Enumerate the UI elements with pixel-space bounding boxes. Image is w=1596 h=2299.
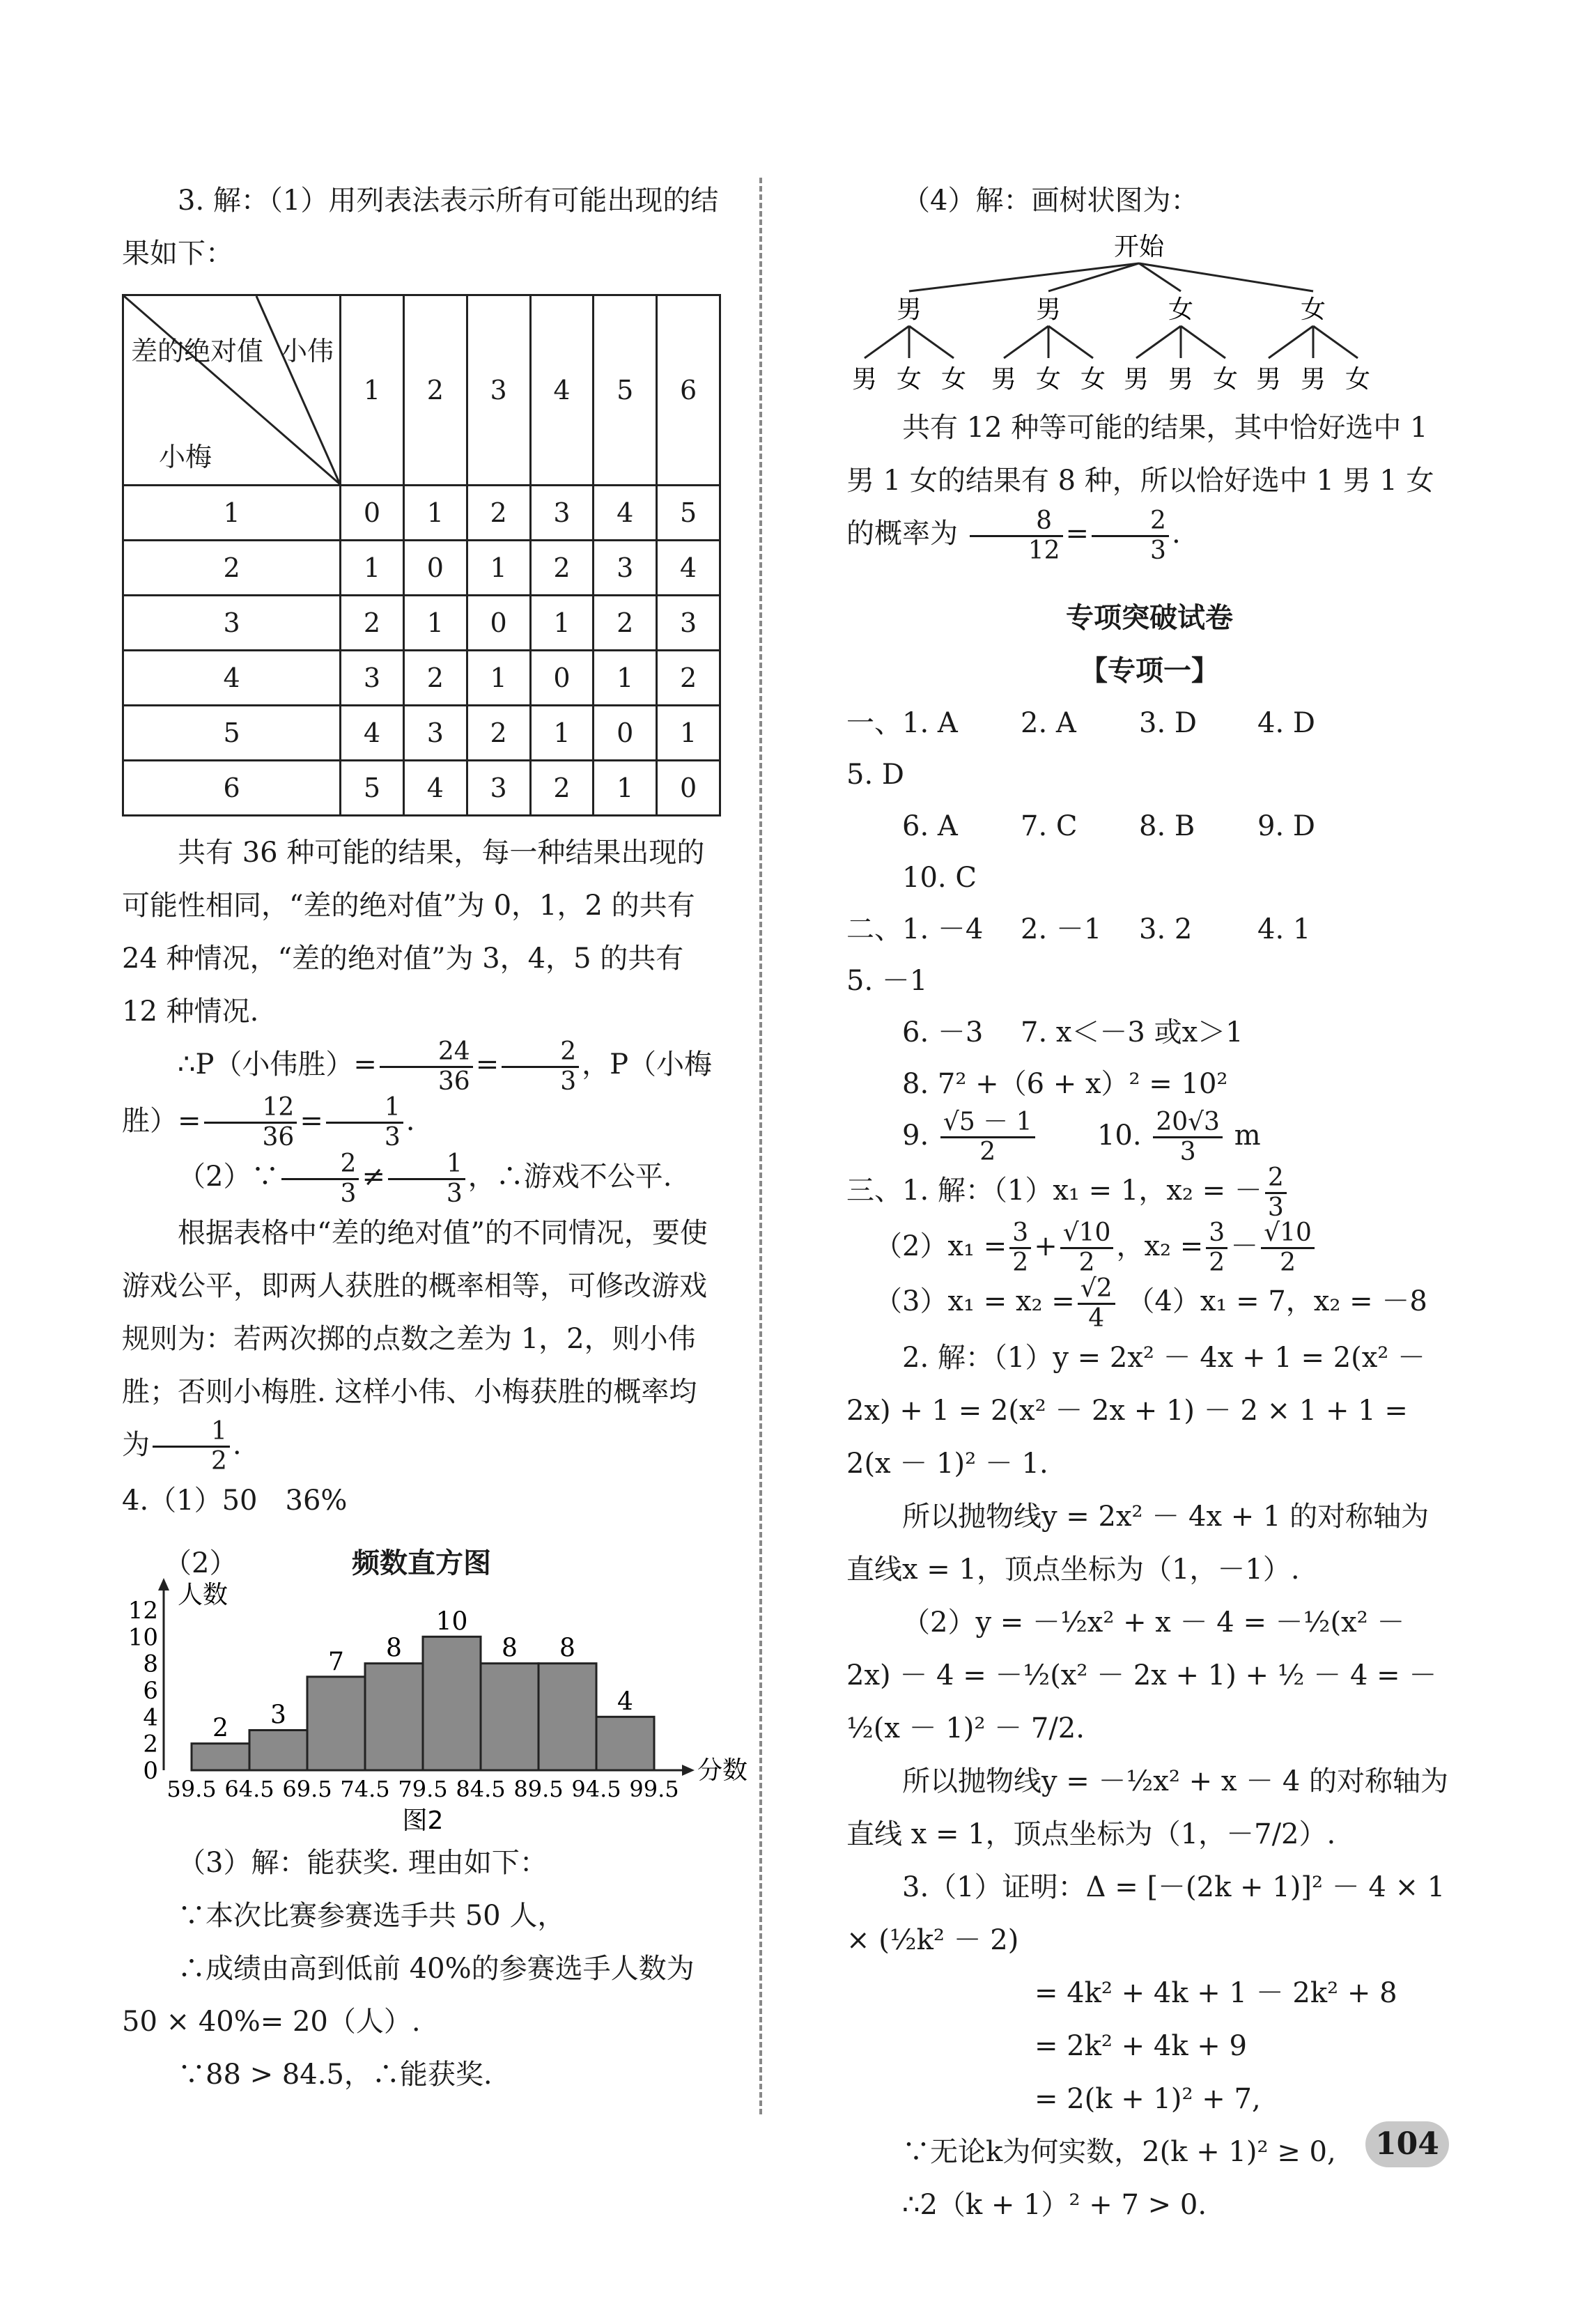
- frac-num: 3: [1206, 1221, 1227, 1249]
- left-column: [122, 174, 748, 2101]
- plus-sign: +: [1034, 1230, 1057, 1262]
- table-cell: 1: [657, 706, 720, 761]
- tree-branch: [909, 326, 954, 358]
- answer-label-10: 10.: [1097, 1119, 1142, 1152]
- right-column: [846, 174, 1452, 2231]
- tree-level2-node: 男: [1255, 365, 1282, 394]
- s3-q1-part2: [846, 1218, 1452, 1277]
- y-tick-label: 10: [127, 1623, 158, 1652]
- row-label: 2: [123, 541, 341, 596]
- table-cell: 1: [530, 596, 594, 651]
- q4-part3-b: ∵本次比赛参赛选手共 50 人，: [178, 1900, 566, 1932]
- tree-branch: [1181, 326, 1225, 358]
- fraction-sqrt2: [1078, 1276, 1115, 1331]
- frac-den: 3: [1150, 536, 1166, 565]
- tree-level1-node: 男: [1035, 295, 1062, 324]
- tree-level2-node: 男: [1300, 365, 1326, 394]
- tree-branch: [1313, 326, 1358, 358]
- frac-den: 3: [384, 1123, 401, 1152]
- y-tick-label: 2: [143, 1730, 158, 1758]
- fraction-2-3: [281, 1149, 359, 1208]
- mc-row-1: [846, 697, 1452, 800]
- x-axis-label: 分数: [697, 1756, 748, 1785]
- q3-part2: [122, 1150, 721, 1207]
- frac-den: 2: [979, 1138, 996, 1166]
- s3-q2-c: （2）y = －½x² + x － 4 = －½(x² － 2x) － 4 = －½(x² － 2x + 1) + ½ － 4 = －½(x － 1)² － 7/2.: [846, 1606, 1437, 1744]
- col-header: 2: [403, 295, 467, 486]
- fraction-3-2: [1206, 1218, 1227, 1277]
- fraction-sqrt10: [1060, 1218, 1114, 1277]
- table-cell: 1: [467, 541, 530, 596]
- frac-num: √5 － 1: [940, 1110, 1035, 1138]
- fill-prefix: 二、: [846, 913, 902, 945]
- histogram-bar: [481, 1664, 539, 1770]
- fraction-24-36: [380, 1039, 473, 1094]
- tree-text: 共有 12 种等可能的结果，其中恰好选中 1 男 1 女的结果有 8 种，所以恰好选中 1 男 1 女的概率为: [846, 412, 1434, 550]
- prob-text-a: ∴P（小伟胜）=: [178, 1048, 377, 1081]
- section-subtitle: 【专项一】: [1080, 654, 1219, 687]
- frequency-histogram: [87, 1581, 748, 1835]
- x-tick-label: 89.5: [513, 1776, 564, 1802]
- tree-level1-node: 女: [1300, 295, 1326, 324]
- tree-conclusion: 共有 12 种等可能的结果，其中恰好选中 1 男 1 女的结果有 8 种，所以恰好选中 1 男 1 女的概率为 $\frac{8}{12}$ = $\frac{2}{3}$ .: [846, 412, 1434, 565]
- q4-part2-label: （2）: [164, 1547, 238, 1579]
- frac-num: √2: [1078, 1276, 1115, 1305]
- s3-text: （4）x₁ = 7，x₂ = －8: [1126, 1285, 1427, 1317]
- histogram-bar: [423, 1636, 481, 1770]
- period: .: [1171, 518, 1181, 550]
- table-row: [123, 541, 720, 596]
- chart-heading-row: [122, 1527, 721, 1541]
- tree-level2-node: 男: [1168, 365, 1194, 394]
- frac-den: 3: [1267, 1193, 1284, 1222]
- col-header: 6: [657, 295, 720, 486]
- table-cell: 2: [403, 651, 467, 706]
- table-cell: 3: [530, 486, 594, 541]
- table-cell: 4: [341, 706, 404, 761]
- q4-part4: （4）解：画树状图为：: [902, 185, 1199, 217]
- table-corner: [123, 295, 341, 486]
- corner-label-xiaowei: 小伟: [281, 336, 334, 366]
- tree-level1-node: 男: [896, 295, 922, 324]
- s3-q1-part3: [846, 1276, 1452, 1331]
- bar-value-label: 3: [270, 1701, 286, 1730]
- x-tick-label: 99.5: [629, 1776, 679, 1802]
- tree-level2-node: 女: [896, 365, 922, 394]
- frac-den: 36: [437, 1067, 470, 1096]
- s3-text: 三、1. 解：（1）x₁ = 1，x₂ = －: [846, 1175, 1262, 1207]
- frac-num: 20√3: [1153, 1110, 1223, 1138]
- frac-num: 24: [380, 1039, 473, 1068]
- fraction-1-3: [326, 1095, 403, 1150]
- table-cell: 1: [341, 541, 404, 596]
- s3-q1-part1: [846, 1165, 1452, 1221]
- tree-diagram: [846, 227, 1452, 401]
- answer-item: 2. A: [1021, 706, 1076, 739]
- histogram-bar: [192, 1744, 249, 1770]
- bar-value-label: 8: [502, 1634, 518, 1663]
- table-cell: 3: [341, 651, 404, 706]
- q3-rule-text: 根据表格中“差的绝对值”的不同情况，要使游戏公平，即两人获胜的概率相等，可修改游戏规则为：若两次掷的点数之差为 1，2，则小伟胜；否则小梅胜. 这样小伟、小梅获胜的概率均为: [122, 1216, 708, 1461]
- q4-part3-d: ∵88 > 84.5，∴能获奖.: [178, 2059, 493, 2091]
- tree-level2-node: 女: [1080, 365, 1106, 394]
- col-header: 1: [341, 295, 404, 486]
- col-header: 4: [530, 295, 594, 486]
- tree-level1-node: 女: [1168, 295, 1194, 324]
- frac-num: 12: [204, 1095, 297, 1124]
- answer-item: 1. A: [902, 706, 958, 739]
- table-cell: 3: [467, 761, 530, 816]
- section-title: 专项突破试卷: [1066, 601, 1233, 634]
- frac-den: 2: [211, 1447, 227, 1476]
- difference-table: [122, 294, 721, 816]
- minus-sign: －: [1230, 1230, 1259, 1262]
- part2-text-a: （2）∵: [178, 1161, 279, 1193]
- frac-num: 1: [388, 1152, 465, 1180]
- q3-paragraph-3: [122, 1207, 721, 1475]
- s3-q3-d: = 2(k + 1)² + 7,: [1035, 2082, 1261, 2115]
- q4-part3-a: （3）解：能获奖. 理由如下：: [178, 1847, 548, 1879]
- row-label: 3: [123, 596, 341, 651]
- frac-num: 2: [502, 1039, 579, 1068]
- tree-level2-node: 女: [1035, 365, 1062, 394]
- bar-value-label: 10: [435, 1607, 468, 1636]
- chart-caption: 图2: [402, 1806, 444, 1835]
- corner-diagonals: [124, 296, 340, 484]
- table-cell: 3: [594, 541, 657, 596]
- x-tick-label: 59.5: [166, 1776, 217, 1802]
- frac-den: 3: [340, 1179, 357, 1208]
- histogram-bar: [596, 1717, 654, 1770]
- answer-item: 6. A: [902, 810, 958, 842]
- table-row: [123, 706, 720, 761]
- tree-level2-node: 男: [1123, 365, 1149, 394]
- s3-text: ，x₂ =: [1116, 1230, 1204, 1262]
- table-cell: 1: [594, 651, 657, 706]
- answer-item: 1. －4: [902, 913, 984, 945]
- tree-branch: [1004, 326, 1048, 358]
- bar-value-label: 4: [617, 1687, 633, 1717]
- answer-label-9: 9.: [902, 1119, 929, 1152]
- row-label: 4: [123, 651, 341, 706]
- s3-q3-e: ∵无论k为何实数，2(k + 1)² ≥ 0,: [902, 2135, 1336, 2168]
- tree-level2-node: 男: [851, 365, 878, 394]
- table-cell: 2: [530, 761, 594, 816]
- tree-level2-node: 男: [991, 365, 1017, 394]
- mc-prefix: 一、: [846, 706, 902, 739]
- col-header: 3: [467, 295, 530, 486]
- table-cell: 0: [594, 706, 657, 761]
- s3-q2-b: 所以抛物线y = 2x² － 4x + 1 的对称轴为直线x = 1，顶点坐标为（1，－1）.: [846, 1500, 1430, 1586]
- table-cell: 3: [657, 596, 720, 651]
- unit-m: m: [1234, 1119, 1261, 1152]
- s3-q2-d: 所以抛物线y = －½x² + x － 4 的对称轴为直线 x = 1，顶点坐标为（1，－7/2）.: [846, 1765, 1449, 1850]
- table-cell: 0: [403, 541, 467, 596]
- tree-level2-node: 女: [940, 365, 967, 394]
- answer-item: 9. D: [1257, 810, 1315, 842]
- table-cell: 1: [403, 486, 467, 541]
- neq-sign: ≠: [362, 1161, 385, 1193]
- tree-branch: [1048, 263, 1139, 291]
- frac-num: 2: [1092, 509, 1169, 537]
- tree-branch: [1139, 263, 1313, 291]
- row-label: 6: [123, 761, 341, 816]
- y-tick-label: 12: [127, 1597, 158, 1625]
- frac-den: 2: [1209, 1248, 1225, 1277]
- x-axis-arrow: [682, 1765, 695, 1776]
- tree-branch: [1269, 326, 1313, 358]
- answer-item: 8. B: [1139, 810, 1195, 842]
- tree-level2-node: 女: [1345, 365, 1371, 394]
- frac-den: 12: [1028, 536, 1060, 565]
- part2-text-b: ，∴游戏不公平.: [467, 1161, 672, 1193]
- corner-label-diff: 差的绝对值: [131, 336, 264, 366]
- frac-den: 36: [262, 1123, 295, 1152]
- fraction-2-3: [1092, 506, 1169, 565]
- y-tick-label: 8: [143, 1650, 158, 1678]
- fraction-3-2: [1009, 1218, 1031, 1277]
- table-cell: 4: [403, 761, 467, 816]
- bar-value-label: 2: [212, 1714, 228, 1743]
- fill-row-2: [846, 1007, 1452, 1058]
- x-tick-label: 84.5: [456, 1776, 506, 1802]
- table-cell: 0: [657, 761, 720, 816]
- x-tick-label: 74.5: [340, 1776, 390, 1802]
- fill-row-4: [846, 1110, 1452, 1166]
- answer-item: 10. C: [902, 861, 977, 894]
- table-cell: 4: [657, 541, 720, 596]
- fraction-8-12: [970, 506, 1063, 565]
- table-cell: 3: [403, 706, 467, 761]
- fraction-20sqrt3: [1153, 1110, 1223, 1165]
- table-cell: 2: [467, 486, 530, 541]
- tree-level2-node: 女: [1212, 365, 1239, 394]
- x-tick-label: 79.5: [398, 1776, 448, 1802]
- fill-row-1: [846, 904, 1452, 1007]
- frac-num: 1: [153, 1419, 230, 1448]
- y-axis-label: 人数: [178, 1581, 228, 1609]
- fraction-sqrt10: [1261, 1218, 1315, 1277]
- q4-part1: 4.（1）50 36%: [122, 1485, 348, 1517]
- s3-text: （2）x₁ =: [874, 1230, 1007, 1262]
- answer-item: 4. 1: [1257, 913, 1311, 945]
- table-cell: 1: [467, 651, 530, 706]
- table-row: [123, 651, 720, 706]
- bar-value-label: 8: [559, 1634, 575, 1663]
- s3-q3-a: 3.（1）证明：Δ = [－(2k + 1)]² － 4 × 1 × (½k² － 2): [846, 1871, 1446, 1956]
- y-tick-label: 6: [143, 1677, 158, 1705]
- tree-branch: [1136, 326, 1181, 358]
- table-cell: 0: [530, 651, 594, 706]
- y-tick-label: 4: [143, 1703, 158, 1732]
- table-row: [123, 596, 720, 651]
- tree-branch: [865, 326, 909, 358]
- frac-num: 2: [281, 1152, 359, 1180]
- table-cell: 0: [341, 486, 404, 541]
- q3-probabilities: ∴P（小伟胜）= $\frac{24}{36}$ = $\frac{2}{3}$ ，P（小梅胜）= $\frac{12}{36}$ = $\frac{1}{3}$ .: [122, 1037, 713, 1152]
- table-cell: 2: [467, 706, 530, 761]
- column-divider: [759, 178, 762, 2114]
- table-cell: 4: [594, 486, 657, 541]
- histogram-bar: [539, 1664, 596, 1770]
- fill-row-3: 8. 7² +（6 + x）² = 10²: [902, 1067, 1228, 1100]
- page-number: 104: [1365, 2121, 1449, 2167]
- fraction-1-3: [388, 1149, 465, 1208]
- answer-item: 2. －1: [1021, 913, 1102, 945]
- s3-q3-b: = 4k² + 4k + 1 － 2k² + 8: [1035, 1976, 1397, 2009]
- table-cell: 2: [530, 541, 594, 596]
- answer-item: 3. D: [1139, 706, 1197, 739]
- s3-q2-a: 2. 解：（1）y = 2x² － 4x + 1 = 2(x² － 2x) + 1 = 2(x² － 2x + 1) － 2 × 1 + 1 = 2(x － 1)² － 1.: [846, 1341, 1426, 1480]
- answer-item: 7. C: [1021, 810, 1078, 842]
- fraction-sqrt5: [940, 1110, 1035, 1165]
- table-cell: 5: [341, 761, 404, 816]
- frac-num: √10: [1261, 1221, 1315, 1249]
- answer-item: 5. D: [846, 758, 904, 791]
- corner-label-xiaomei: 小梅: [159, 442, 212, 472]
- s3-q3-c: = 2k² + 4k + 9: [1035, 2029, 1247, 2062]
- table-cell: 1: [403, 596, 467, 651]
- chart-title: 频数直方图: [352, 1547, 491, 1579]
- x-tick-label: 94.5: [571, 1776, 621, 1802]
- fraction-2-3: [1265, 1163, 1287, 1222]
- x-tick-label: 64.5: [224, 1776, 274, 1802]
- frac-num: 2: [1265, 1166, 1287, 1194]
- table-cell: 2: [341, 596, 404, 651]
- fraction-1-2: [153, 1419, 230, 1474]
- period: .: [405, 1104, 415, 1137]
- table-cell: 1: [594, 761, 657, 816]
- answer-item: 6. －3: [902, 1016, 984, 1048]
- frac-den: 2: [1012, 1248, 1029, 1277]
- frac-den: 4: [1088, 1303, 1105, 1333]
- table-row: [123, 486, 720, 541]
- table-row: [123, 761, 720, 816]
- row-label: 1: [123, 486, 341, 541]
- period: .: [232, 1428, 242, 1461]
- frac-den: 3: [446, 1179, 463, 1208]
- chart-heading: [122, 1541, 721, 1586]
- q4-part3-c: ∴成绩由高到低前 40%的参赛选手人数为 50 × 40%= 20（人）.: [122, 1953, 695, 2038]
- row-label: 5: [123, 706, 341, 761]
- frac-den: 3: [560, 1067, 577, 1096]
- bar-value-label: 8: [386, 1634, 402, 1663]
- answer-item: 3. 2: [1139, 913, 1193, 945]
- frac-den: 2: [1078, 1248, 1095, 1277]
- frac-den: 3: [1179, 1138, 1196, 1166]
- fraction-12-36: [204, 1095, 297, 1150]
- q3-paragraph-1: 共有 36 种可能的结果，每一种结果出现的可能性相同，“差的绝对值”为 0，1，2 的共有 24 种情况，“差的绝对值”为 3，4，5 的共有 12 种情况.: [122, 837, 705, 1028]
- table-cell: 1: [530, 706, 594, 761]
- histogram-bar: [249, 1731, 307, 1771]
- table-cell: 5: [657, 486, 720, 541]
- table-cell: 2: [594, 596, 657, 651]
- histogram-bar: [307, 1677, 365, 1770]
- q3-intro: 3. 解：（1）用列表法表示所有可能出现的结果如下：: [122, 185, 719, 270]
- mc-row-2: [846, 800, 1452, 904]
- histogram-bar: [365, 1664, 423, 1770]
- frac-num: 3: [1009, 1221, 1031, 1249]
- frac-num: √10: [1060, 1221, 1114, 1249]
- bar-value-label: 7: [328, 1647, 344, 1676]
- prob-text-b: ，P（小梅胜）=: [122, 1048, 713, 1137]
- x-tick-label: 69.5: [282, 1776, 332, 1802]
- tree-root-label: 开始: [1113, 233, 1165, 261]
- answer-item: 7. x＜－3 或x＞1: [1021, 1016, 1244, 1048]
- fraction-2-3: [502, 1039, 579, 1094]
- answer-item: 4. D: [1257, 706, 1315, 739]
- table-cell: 0: [467, 596, 530, 651]
- answer-item: 5. －1: [846, 964, 928, 997]
- tree-branch: [909, 263, 1139, 291]
- frac-num: 8: [970, 509, 1063, 537]
- col-header: 5: [594, 295, 657, 486]
- y-tick-label: 0: [143, 1757, 158, 1785]
- s3-text: （3）x₁ = x₂ =: [874, 1285, 1075, 1317]
- frac-den: 2: [1280, 1248, 1296, 1277]
- s3-q3-f: ∴2（k + 1）² + 7 > 0.: [902, 2188, 1207, 2221]
- frac-num: 1: [326, 1095, 403, 1124]
- table-cell: 2: [657, 651, 720, 706]
- tree-branch: [1048, 326, 1093, 358]
